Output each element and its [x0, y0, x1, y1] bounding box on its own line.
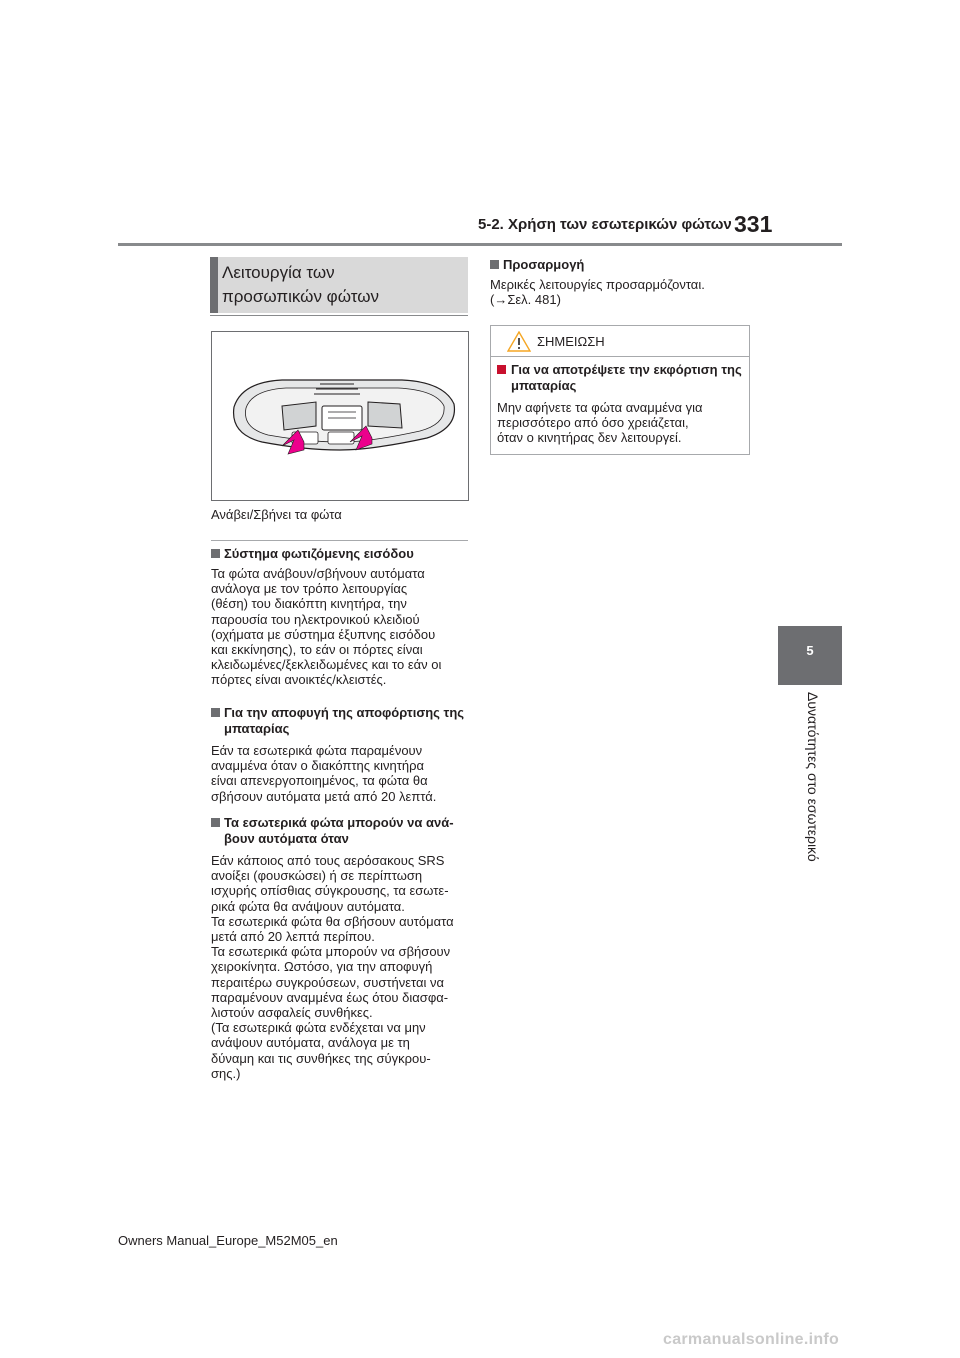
- bullet-square: [490, 260, 499, 269]
- chapter-number: 5: [806, 643, 814, 658]
- subheading-customization: [490, 257, 748, 273]
- figure-caption: Ανάβει/Σβήνει τα φώτα: [211, 507, 342, 522]
- notice-label: ΣΗΜΕΙΩΣΗ: [537, 334, 605, 349]
- chapter-label: Δυνατότητες στο εσωτερικό: [805, 692, 821, 862]
- header-rule: [118, 243, 842, 246]
- notice-box: [490, 325, 750, 455]
- notice-header: [491, 326, 749, 357]
- section-heading-bar: [210, 257, 218, 313]
- notice-subheading: [497, 362, 745, 394]
- section-heading: [210, 257, 468, 313]
- bullet-square: [211, 708, 220, 717]
- paragraph-customization: Μερικές λειτουργίες προσαρμόζονται. (→Σελ. 481): [490, 277, 705, 308]
- notice-subheading-text: Για να αποτρέψετε την εκφόρτιση της μπαταρίας: [511, 362, 742, 393]
- notice-bullet-square: [497, 365, 506, 374]
- header-section-title: 5-2. Χρήση των εσωτερικών φώτων: [478, 216, 732, 233]
- chapter-tab: [778, 626, 842, 685]
- section-title-line2: προσωπικών φώτων: [222, 287, 379, 306]
- subheading-text: Προσαρμογή: [503, 257, 585, 272]
- section-rule: [210, 315, 468, 316]
- paragraph-illuminated-entry: Τα φώτα ανάβουν/σβήνουν αυτόματα ανάλογα με τον τρόπο λειτουργίας (θέση) του διακόπτη κινητήρα, την παρουσία του ηλεκτρονικού κλειδιού (οχήματα με σύστημα έξυπνης εισόδου και εκκίνησης), το εάν οι πόρτες είναι κλειδωμένες/ξεκλειδωμένες και το εάν οι πόρτες είναι ανοικτές/κλειστές.: [211, 566, 442, 688]
- section-title-line1: Λειτουργία των: [222, 263, 335, 282]
- watermark: carmanualsonline.info: [663, 1331, 840, 1348]
- subheading-text: Τα εσωτερικά φώτα μπορούν να ανά-βουν αυτόματα όταν: [224, 815, 454, 846]
- chapter-label-vertical: [801, 692, 821, 892]
- notice-text: Μην αφήνετε τα φώτα αναμμένα για περισσότερο από όσο χρειάζεται, όταν ο κινητήρας δεν λειτουργεί.: [497, 400, 703, 446]
- subheading-text: Σύστημα φωτιζόμενης εισόδου: [224, 546, 414, 561]
- paragraph-auto-on: Εάν κάποιος από τους αερόσακους SRS ανοίξει (φουσκώσει) ή σε περίπτωση ισχυρής οπίσθιας σύγκρουσης, τα εσωτε- ρικά φώτα θα ανάψουν αυτόματα. Τα εσωτερικά φώτα θα σβήσουν αυτόματα μετά από 20 λεπτά περίπου. Τα εσωτερικά φώτα μπορούν να σβήσουν χειροκίνητα. Ωστόσο, για την αποφυγή περαιτέρω συγκρούσεων, συστήνεται να παραμένουν αναμμένα έως ότου διασφα- λιστούν ασφαλείς συνθήκες. (Τα εσωτερικά φώτα ενδέχεται να μην ανάψουν αυτόματα, ανάλογα με τη δύναμη και τις συνθήκες της σύγκρου- σης.): [211, 853, 454, 1081]
- subheading-battery-discharge: [211, 705, 469, 737]
- bullet-square: [211, 549, 220, 558]
- subheading-illuminated-entry: [211, 546, 469, 562]
- caption-rule: [211, 540, 468, 541]
- page-number: 331: [734, 211, 773, 237]
- section-heading-text: [222, 261, 379, 309]
- paragraph-battery-discharge: Εάν τα εσωτερικά φώτα παραμένουν αναμμένα όταν ο διακόπτης κινητήρα είναι απενεργοποιημένος, τα φώτα θα σβήσουν αυτόματα μετά από 20 λεπτά.: [211, 743, 437, 804]
- warning-triangle-icon: [507, 331, 531, 352]
- personal-light-switch-illustration: [212, 332, 468, 500]
- subheading-text: Για την αποφυγή της αποφόρτισης της μπαταρίας: [224, 705, 465, 736]
- subheading-auto-on: [211, 815, 469, 847]
- bullet-square: [211, 818, 220, 827]
- overhead-console-illustration: [211, 331, 469, 501]
- footer-text: Owners Manual_Europe_M52M05_en: [118, 1233, 338, 1248]
